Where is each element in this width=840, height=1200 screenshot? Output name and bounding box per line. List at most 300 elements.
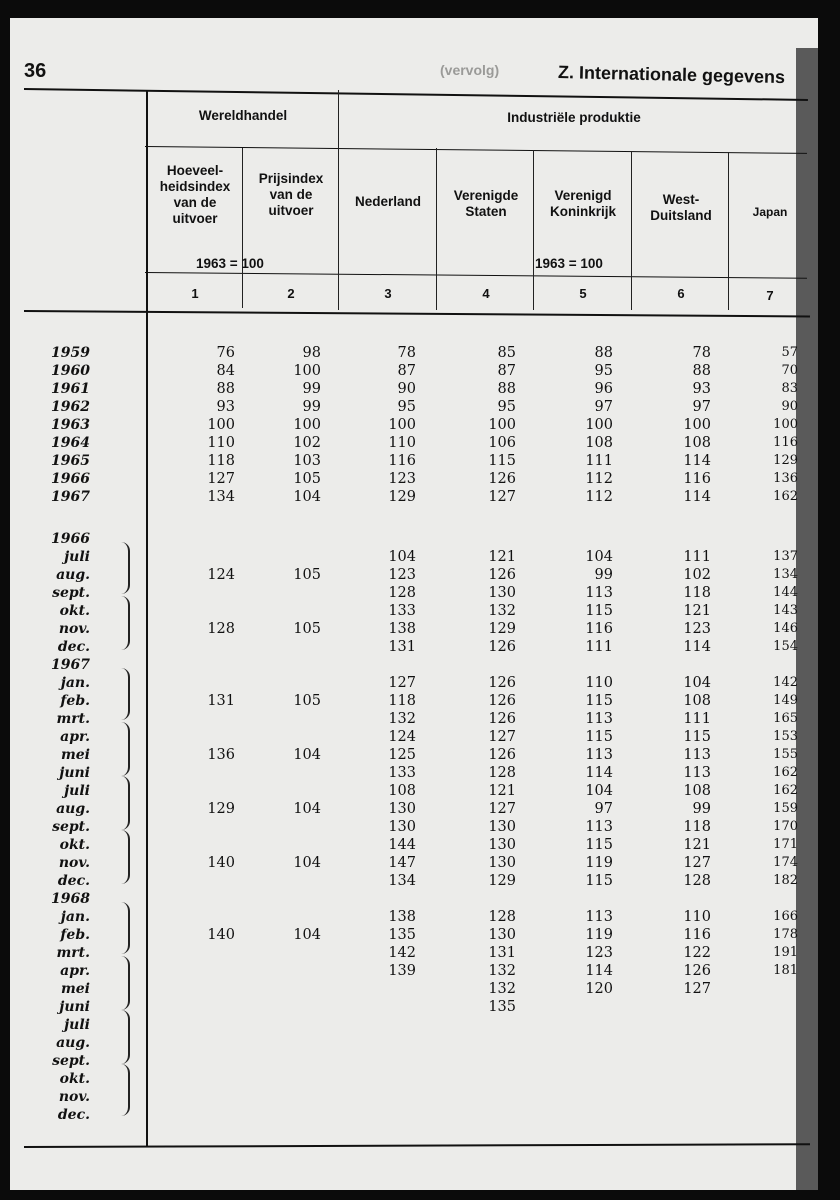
cell-col-4: 129: [488, 873, 516, 889]
cell-col-3: 127: [388, 675, 416, 691]
row-label: mei: [60, 747, 90, 763]
cell-col-4: 127: [488, 801, 516, 817]
column-rule-6: [728, 152, 729, 310]
cell-col-4: 129: [488, 621, 516, 637]
cell-col-4: 87: [497, 363, 516, 379]
cell-col-5: 119: [585, 927, 613, 943]
cell-col-5: 119: [585, 855, 613, 871]
cell-col-3: 100: [388, 417, 416, 433]
cell-col-6: 102: [683, 567, 711, 583]
table-row: [10, 890, 818, 908]
cell-col-3: 95: [397, 399, 416, 415]
cell-col-7: 162: [773, 765, 798, 780]
column-rule-2: [338, 90, 339, 310]
cell-col-3: 134: [388, 873, 416, 889]
cell-col-6: 123: [683, 621, 711, 637]
cell-col-3: 124: [388, 729, 416, 745]
cell-col-7: 83: [781, 381, 798, 396]
col-number-2: 2: [287, 286, 295, 301]
group-rule: [145, 146, 807, 154]
base-rule: [145, 272, 807, 279]
cell-col-3: 110: [388, 435, 416, 451]
cell-col-7: 144: [773, 585, 798, 600]
table-row: [10, 344, 818, 362]
cell-col-4: 130: [488, 837, 516, 853]
row-label: nov.: [58, 621, 90, 637]
cell-col-4: 88: [497, 381, 516, 397]
table-row: [10, 488, 818, 506]
cell-col-4: 130: [488, 819, 516, 835]
cell-col-7: 191: [773, 945, 798, 960]
table-row: [10, 980, 818, 998]
cell-col-1: 76: [216, 345, 235, 361]
cell-col-5: 104: [585, 783, 613, 799]
cell-col-5: 100: [585, 417, 613, 433]
cell-col-6: 128: [683, 873, 711, 889]
table-row: [10, 602, 818, 620]
cell-col-1: 93: [216, 399, 235, 415]
scanned-page: [10, 18, 818, 1190]
cell-col-7: 129: [773, 453, 798, 468]
table-row: [10, 926, 818, 944]
cell-col-5: 114: [585, 765, 613, 781]
cell-col-6: 127: [683, 855, 711, 871]
row-label: aug.: [56, 1035, 90, 1051]
cell-col-3: 131: [388, 639, 416, 655]
row-label: 1966: [51, 471, 90, 487]
table-row: [10, 470, 818, 488]
cell-col-4: 128: [488, 909, 516, 925]
cell-col-4: 132: [488, 603, 516, 619]
cell-col-7: 70: [781, 363, 798, 378]
row-label: mrt.: [56, 945, 90, 961]
cell-col-5: 111: [585, 453, 613, 469]
column-rule-4: [533, 150, 534, 310]
row-label: sept.: [52, 819, 90, 835]
row-label: juni: [59, 765, 90, 781]
table-row: [10, 638, 818, 656]
cell-col-2: 99: [302, 381, 321, 397]
col-number-3: 3: [384, 286, 392, 301]
cell-col-3: 123: [388, 471, 416, 487]
cell-col-7: 142: [773, 675, 798, 690]
cell-col-5: 113: [585, 909, 613, 925]
row-label: 1967: [51, 657, 90, 673]
cell-col-6: 114: [683, 489, 711, 505]
row-label: mrt.: [56, 711, 90, 727]
table-row: [10, 746, 818, 764]
cell-col-3: 147: [388, 855, 416, 871]
row-label: juni: [59, 999, 90, 1015]
row-label: 1968: [51, 891, 90, 907]
page-number: 36: [24, 60, 47, 82]
cell-col-5: 112: [585, 489, 613, 505]
row-label: feb.: [60, 927, 90, 943]
row-label: aug.: [56, 801, 90, 817]
cell-col-5: 88: [594, 345, 613, 361]
cell-col-4: 130: [488, 927, 516, 943]
table-row: [10, 674, 818, 692]
row-label: mei: [60, 981, 90, 997]
cell-col-2: 100: [293, 417, 321, 433]
table-row: [10, 1070, 818, 1088]
cell-col-4: 127: [488, 729, 516, 745]
cell-col-7: 178: [773, 927, 798, 942]
row-label: sept.: [52, 585, 90, 601]
cell-col-1: 127: [207, 471, 235, 487]
cell-col-3: 144: [388, 837, 416, 853]
table-row: [10, 872, 818, 890]
table-row: [10, 998, 818, 1016]
cell-col-7: 90: [781, 399, 798, 414]
cell-col-6: 110: [683, 909, 711, 925]
cell-col-5: 115: [585, 603, 613, 619]
cell-col-4: 128: [488, 765, 516, 781]
cell-col-3: 108: [388, 783, 416, 799]
cell-col-7: 143: [773, 603, 798, 618]
cell-col-6: 118: [683, 585, 711, 601]
cell-col-4: 85: [497, 345, 516, 361]
cell-col-6: 88: [692, 363, 711, 379]
cell-col-2: 103: [293, 453, 321, 469]
table-row: [10, 962, 818, 980]
cell-col-4: 121: [488, 783, 516, 799]
cell-col-3: 128: [388, 585, 416, 601]
table-row: [10, 380, 818, 398]
cell-col-6: 121: [683, 603, 711, 619]
cell-col-5: 95: [594, 363, 613, 379]
base-year-note-left: 1963 = 100: [196, 256, 264, 271]
cell-col-5: 123: [585, 945, 613, 961]
cell-col-4: 121: [488, 549, 516, 565]
row-label: 1966: [51, 531, 90, 547]
bleed-through-title: (vervolg): [440, 62, 500, 78]
cell-col-4: 131: [488, 945, 516, 961]
cell-col-4: 100: [488, 417, 516, 433]
cell-col-1: 136: [207, 747, 235, 763]
row-label: jan.: [60, 675, 90, 691]
row-label: feb.: [60, 693, 90, 709]
cell-col-7: 170: [773, 819, 798, 834]
row-label: dec.: [57, 639, 90, 655]
cell-col-7: 154: [773, 639, 798, 654]
row-label: 1967: [51, 489, 90, 505]
row-label: juli: [64, 549, 90, 565]
cell-col-7: 149: [773, 693, 798, 708]
row-label: 1961: [51, 381, 90, 397]
cell-col-3: 135: [388, 927, 416, 943]
col-number-1: 1: [191, 286, 199, 301]
cell-col-1: 88: [216, 381, 235, 397]
cell-col-4: 132: [488, 963, 516, 979]
table-row: [10, 656, 818, 674]
cell-col-4: 132: [488, 981, 516, 997]
table-row: [10, 398, 818, 416]
cell-col-5: 99: [594, 567, 613, 583]
cell-col-3: 138: [388, 621, 416, 637]
col-header-nederland: Nederland: [354, 194, 422, 209]
cell-col-6: 111: [683, 549, 711, 565]
table-row: [10, 854, 818, 872]
table-row: [10, 362, 818, 380]
cell-col-6: 108: [683, 783, 711, 799]
row-label: sept.: [52, 1053, 90, 1069]
cell-col-6: 127: [683, 981, 711, 997]
group-industrial-production: Industriële produktie: [507, 110, 641, 125]
cell-col-2: 102: [293, 435, 321, 451]
cell-col-6: 108: [683, 435, 711, 451]
cell-col-6: 111: [683, 711, 711, 727]
table-row: [10, 548, 818, 566]
cell-col-2: 104: [293, 927, 321, 943]
cell-col-3: 133: [388, 765, 416, 781]
row-label: aug.: [56, 567, 90, 583]
table-row: [10, 800, 818, 818]
cell-col-5: 111: [585, 639, 613, 655]
group-world-trade: Wereldhandel: [198, 108, 288, 123]
row-label: dec.: [57, 1107, 90, 1123]
cell-col-1: 124: [207, 567, 235, 583]
row-label: nov.: [58, 1089, 90, 1105]
cell-col-4: 95: [497, 399, 516, 415]
cell-col-7: 165: [773, 711, 798, 726]
cell-col-7: 137: [773, 549, 798, 564]
cell-col-1: 140: [207, 927, 235, 943]
cell-col-6: 108: [683, 693, 711, 709]
table-row: [10, 944, 818, 962]
cell-col-3: 133: [388, 603, 416, 619]
cell-col-6: 99: [692, 801, 711, 817]
column-rule-5: [631, 151, 632, 310]
cell-col-5: 114: [585, 963, 613, 979]
cell-col-2: 98: [302, 345, 321, 361]
table-row: [10, 728, 818, 746]
col-header-west-duitsland: West- Duitsland: [650, 192, 712, 223]
cell-col-7: 153: [773, 729, 798, 744]
cell-col-5: 116: [585, 621, 613, 637]
cell-col-7: 159: [773, 801, 798, 816]
cell-col-7: 155: [773, 747, 798, 762]
cell-col-6: 114: [683, 639, 711, 655]
cell-col-5: 115: [585, 729, 613, 745]
table-row: [10, 452, 818, 470]
cell-col-2: 105: [293, 471, 321, 487]
col-header-export-price: Prijsindex van de uitvoer: [258, 171, 324, 218]
table-row: [10, 908, 818, 926]
base-year-note-right: 1963 = 100: [535, 256, 603, 271]
cell-col-4: 126: [488, 639, 516, 655]
cell-col-3: 104: [388, 549, 416, 565]
cell-col-5: 120: [585, 981, 613, 997]
header-top-rule: [24, 88, 808, 101]
cell-col-2: 99: [302, 399, 321, 415]
cell-col-6: 126: [683, 963, 711, 979]
cell-col-5: 115: [585, 873, 613, 889]
cell-col-5: 113: [585, 711, 613, 727]
cell-col-1: 110: [207, 435, 235, 451]
cell-col-4: 135: [488, 999, 516, 1015]
cell-col-3: 125: [388, 747, 416, 763]
cell-col-7: 116: [773, 435, 798, 450]
table-row: [10, 1088, 818, 1106]
cell-col-6: 100: [683, 417, 711, 433]
cell-col-6: 116: [683, 927, 711, 943]
cell-col-6: 93: [692, 381, 711, 397]
table-row: [10, 620, 818, 638]
table-row: [10, 818, 818, 836]
row-label: 1965: [51, 453, 90, 469]
cell-col-1: 131: [207, 693, 235, 709]
col-header-verenigd-koninkrijk: Verenigd Koninkrijk: [549, 188, 616, 219]
cell-col-5: 97: [594, 801, 613, 817]
row-label: 1962: [51, 399, 90, 415]
cell-col-3: 78: [397, 345, 416, 361]
cell-col-5: 104: [585, 549, 613, 565]
cell-col-5: 113: [585, 747, 613, 763]
cell-col-3: 132: [388, 711, 416, 727]
table-row: [10, 530, 818, 548]
cell-col-3: 138: [388, 909, 416, 925]
table-row: [10, 566, 818, 584]
cell-col-4: 126: [488, 567, 516, 583]
cell-col-4: 126: [488, 747, 516, 763]
cell-col-6: 97: [692, 399, 711, 415]
row-label: apr.: [60, 963, 90, 979]
cell-col-4: 126: [488, 693, 516, 709]
cell-col-3: 118: [388, 693, 416, 709]
row-label: juli: [64, 783, 90, 799]
col-header-verenigde-staten: Verenigde Staten: [453, 188, 519, 219]
row-label: 1963: [51, 417, 90, 433]
cell-col-2: 100: [293, 363, 321, 379]
cell-col-5: 108: [585, 435, 613, 451]
cell-col-6: 113: [683, 747, 711, 763]
table-row: [10, 1106, 818, 1124]
cell-col-4: 126: [488, 471, 516, 487]
cell-col-5: 115: [585, 837, 613, 853]
table-row: [10, 1034, 818, 1052]
cell-col-1: 140: [207, 855, 235, 871]
row-label: nov.: [58, 855, 90, 871]
cell-col-7: 162: [773, 783, 798, 798]
cell-col-7: 182: [773, 873, 798, 888]
table-row: [10, 434, 818, 452]
header-bottom-rule: [24, 310, 810, 317]
cell-col-3: 130: [388, 819, 416, 835]
table-row: [10, 782, 818, 800]
cell-col-6: 115: [683, 729, 711, 745]
cell-col-5: 112: [585, 471, 613, 487]
cell-col-4: 127: [488, 489, 516, 505]
row-label: dec.: [57, 873, 90, 889]
cell-col-1: 129: [207, 801, 235, 817]
cell-col-3: 116: [388, 453, 416, 469]
row-label: juli: [64, 1017, 90, 1033]
cell-col-6: 113: [683, 765, 711, 781]
cell-col-7: 174: [773, 855, 798, 870]
cell-col-2: 104: [293, 489, 321, 505]
cell-col-4: 130: [488, 855, 516, 871]
cell-col-7: 166: [773, 909, 798, 924]
cell-col-3: 87: [397, 363, 416, 379]
cell-col-5: 110: [585, 675, 613, 691]
cell-col-7: 100: [773, 417, 798, 432]
table-row: [10, 584, 818, 602]
cell-col-7: 181: [773, 963, 798, 978]
cell-col-2: 105: [293, 621, 321, 637]
cell-col-7: 171: [773, 837, 798, 852]
row-label: 1960: [51, 363, 90, 379]
column-rule-3: [436, 148, 437, 310]
cell-col-5: 113: [585, 819, 613, 835]
column-rule-1: [242, 148, 243, 308]
table-row: [10, 692, 818, 710]
cell-col-4: 115: [488, 453, 516, 469]
col-number-4: 4: [482, 286, 490, 301]
cell-col-3: 129: [388, 489, 416, 505]
table-row: [10, 1016, 818, 1034]
table-row: [10, 1052, 818, 1070]
cell-col-3: 130: [388, 801, 416, 817]
table-bottom-rule: [24, 1143, 810, 1148]
cell-col-6: 114: [683, 453, 711, 469]
col-number-5: 5: [579, 286, 587, 301]
cell-col-7: 162: [773, 489, 798, 504]
row-label: okt.: [59, 837, 90, 853]
row-label: apr.: [60, 729, 90, 745]
cell-col-6: 78: [692, 345, 711, 361]
col-header-export-volume: Hoeveel- heidsindex van de uitvoer: [159, 163, 231, 226]
cell-col-5: 96: [594, 381, 613, 397]
col-number-7: 7: [766, 288, 774, 303]
table-row: [10, 710, 818, 728]
cell-col-2: 104: [293, 855, 321, 871]
cell-col-1: 100: [207, 417, 235, 433]
cell-col-7: 57: [781, 345, 798, 360]
cell-col-2: 104: [293, 747, 321, 763]
cell-col-5: 97: [594, 399, 613, 415]
col-number-6: 6: [677, 286, 685, 301]
cell-col-3: 123: [388, 567, 416, 583]
cell-col-6: 121: [683, 837, 711, 853]
cell-col-4: 126: [488, 675, 516, 691]
cell-col-4: 130: [488, 585, 516, 601]
cell-col-7: 136: [773, 471, 798, 486]
cell-col-3: 90: [397, 381, 416, 397]
cell-col-6: 122: [683, 945, 711, 961]
col-header-japan: Japan: [752, 205, 788, 219]
cell-col-5: 113: [585, 585, 613, 601]
cell-col-7: 134: [773, 567, 798, 582]
cell-col-2: 105: [293, 693, 321, 709]
cell-col-6: 118: [683, 819, 711, 835]
row-label: okt.: [59, 603, 90, 619]
cell-col-2: 104: [293, 801, 321, 817]
row-label: jan.: [60, 909, 90, 925]
cell-col-6: 116: [683, 471, 711, 487]
table-row: [10, 416, 818, 434]
row-label: 1959: [51, 345, 90, 361]
table-row: [10, 836, 818, 854]
row-label: 1964: [51, 435, 90, 451]
cell-col-2: 105: [293, 567, 321, 583]
section-title: Z. Internationale gegevens: [557, 62, 786, 88]
cell-col-3: 139: [388, 963, 416, 979]
cell-col-6: 104: [683, 675, 711, 691]
cell-col-1: 84: [216, 363, 235, 379]
cell-col-4: 126: [488, 711, 516, 727]
row-label: okt.: [59, 1071, 90, 1087]
